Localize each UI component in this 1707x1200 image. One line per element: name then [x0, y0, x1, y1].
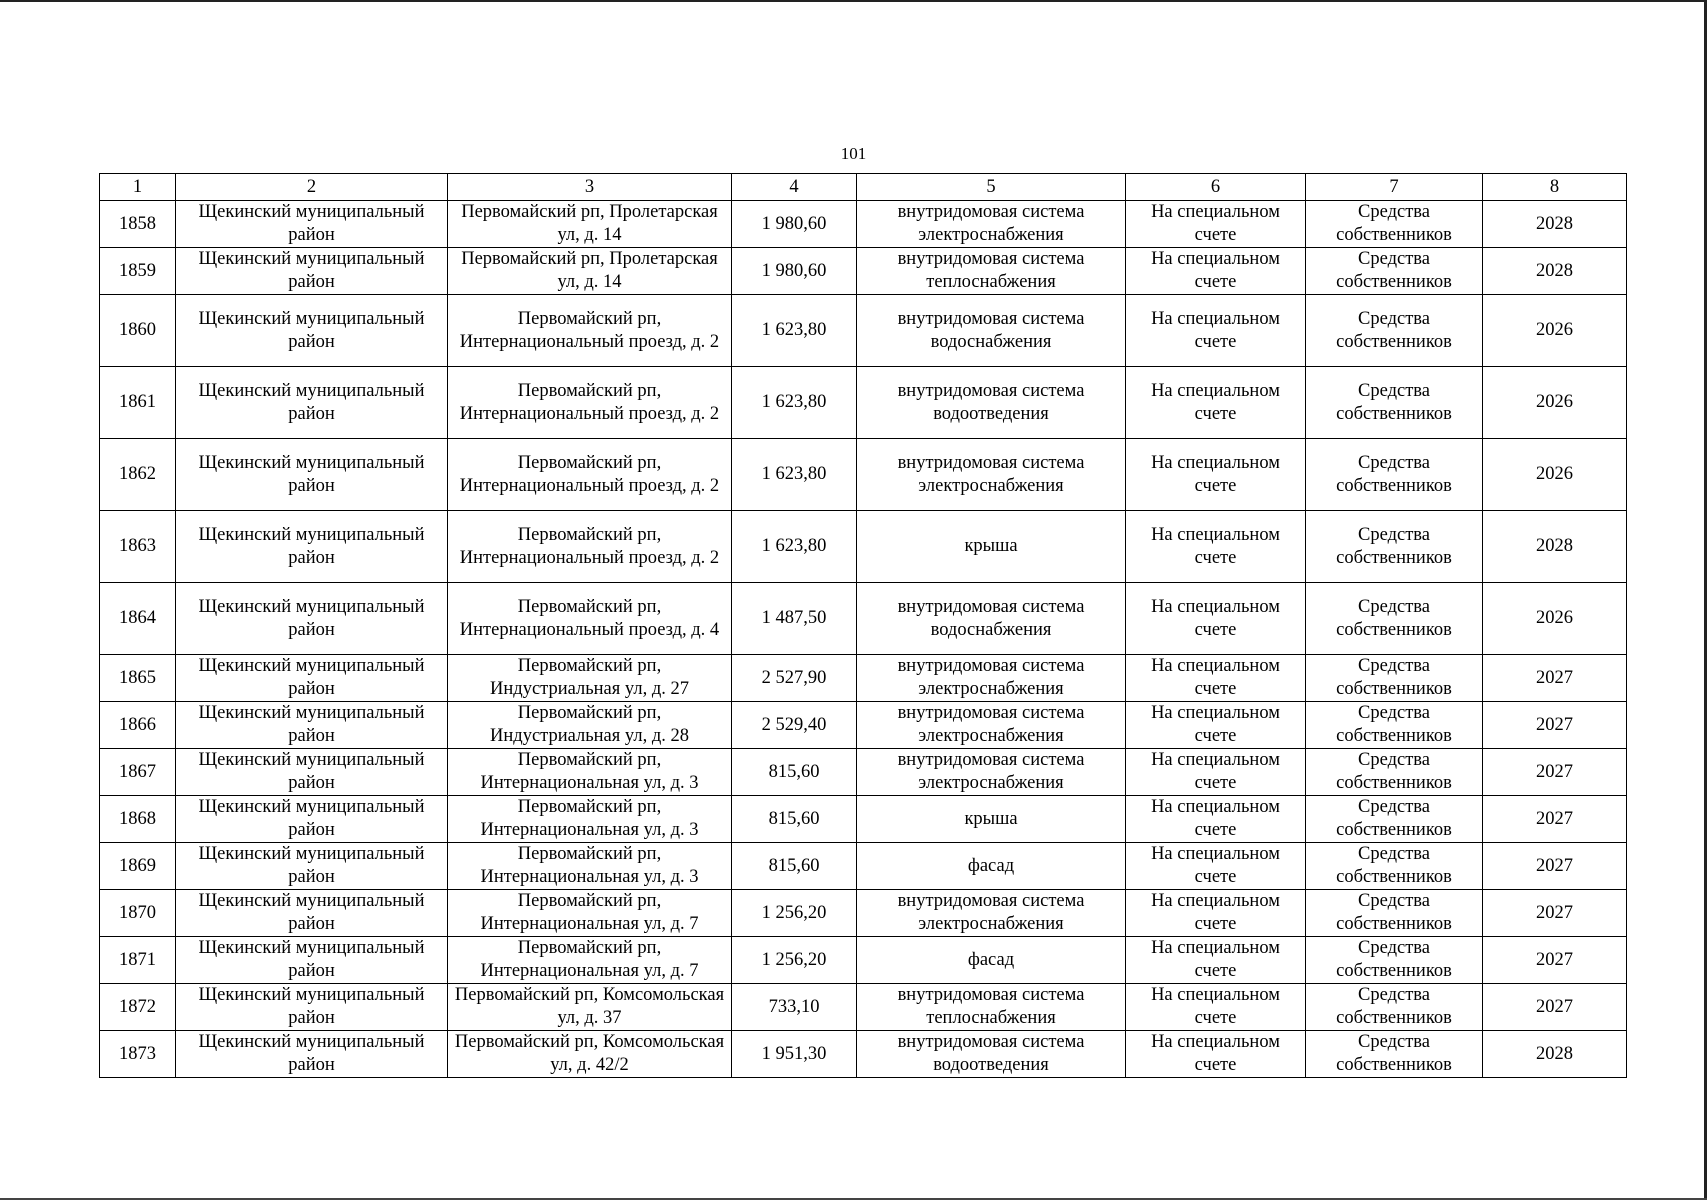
column-header: 5 — [857, 174, 1126, 201]
funding-source-cell: Средства собственников — [1306, 439, 1483, 511]
funding-source-cell: Средства собственников — [1306, 890, 1483, 937]
work-type-cell: внутридомовая система электроснабжения — [857, 655, 1126, 702]
funding-source-cell: Средства собственников — [1306, 201, 1483, 248]
district-cell: Щекинский муниципальный район — [176, 1031, 448, 1078]
district-cell: Щекинский муниципальный район — [176, 248, 448, 295]
fund-account-cell: На специальном счете — [1126, 1031, 1306, 1078]
year-cell: 2026 — [1483, 439, 1627, 511]
row-number-cell: 1870 — [100, 890, 176, 937]
address-cell: Первомайский рп, Интернациональный проезд, д. 2 — [448, 511, 732, 583]
fund-account-cell: На специальном счете — [1126, 511, 1306, 583]
area-cell: 815,60 — [732, 843, 857, 890]
table-row — [100, 843, 1627, 890]
year-cell: 2028 — [1483, 1031, 1627, 1078]
work-type-cell: внутридомовая система водоснабжения — [857, 295, 1126, 367]
row-number-cell: 1865 — [100, 655, 176, 702]
work-type-cell: фасад — [857, 937, 1126, 984]
work-type-cell: крыша — [857, 796, 1126, 843]
fund-account-cell: На специальном счете — [1126, 201, 1306, 248]
address-cell: Первомайский рп, Интернациональный проезд, д. 2 — [448, 439, 732, 511]
work-type-cell: внутридомовая система электроснабжения — [857, 439, 1126, 511]
table-body — [100, 174, 1627, 1078]
funding-source-cell: Средства собственников — [1306, 511, 1483, 583]
table-row — [100, 655, 1627, 702]
table-row — [100, 1031, 1627, 1078]
row-number-cell: 1871 — [100, 937, 176, 984]
year-cell: 2026 — [1483, 367, 1627, 439]
district-cell: Щекинский муниципальный район — [176, 890, 448, 937]
row-number-cell: 1866 — [100, 702, 176, 749]
column-header: 1 — [100, 174, 176, 201]
table-row — [100, 367, 1627, 439]
district-cell: Щекинский муниципальный район — [176, 937, 448, 984]
funding-source-cell: Средства собственников — [1306, 583, 1483, 655]
district-cell: Щекинский муниципальный район — [176, 702, 448, 749]
row-number-cell: 1858 — [100, 201, 176, 248]
district-cell: Щекинский муниципальный район — [176, 749, 448, 796]
district-cell: Щекинский муниципальный район — [176, 511, 448, 583]
table-row — [100, 937, 1627, 984]
funding-source-cell: Средства собственников — [1306, 702, 1483, 749]
funding-source-cell: Средства собственников — [1306, 843, 1483, 890]
year-cell: 2026 — [1483, 583, 1627, 655]
area-cell: 1 980,60 — [732, 248, 857, 295]
year-cell: 2027 — [1483, 984, 1627, 1031]
work-type-cell: внутридомовая система электроснабжения — [857, 890, 1126, 937]
fund-account-cell: На специальном счете — [1126, 295, 1306, 367]
address-cell: Первомайский рп, Комсомольская ул, д. 42/2 — [448, 1031, 732, 1078]
district-cell: Щекинский муниципальный район — [176, 843, 448, 890]
funding-source-cell: Средства собственников — [1306, 295, 1483, 367]
row-number-cell: 1862 — [100, 439, 176, 511]
work-type-cell: внутридомовая система водоотведения — [857, 1031, 1126, 1078]
column-header: 2 — [176, 174, 448, 201]
fund-account-cell: На специальном счете — [1126, 796, 1306, 843]
funding-source-cell: Средства собственников — [1306, 984, 1483, 1031]
area-cell: 1 623,80 — [732, 511, 857, 583]
year-cell: 2028 — [1483, 248, 1627, 295]
fund-account-cell: На специальном счете — [1126, 984, 1306, 1031]
year-cell: 2027 — [1483, 749, 1627, 796]
district-cell: Щекинский муниципальный район — [176, 295, 448, 367]
address-cell: Первомайский рп, Интернациональная ул, д. 3 — [448, 843, 732, 890]
area-cell: 1 623,80 — [732, 295, 857, 367]
year-cell: 2027 — [1483, 655, 1627, 702]
column-header: 3 — [448, 174, 732, 201]
column-number-header-row — [100, 174, 1627, 201]
district-cell: Щекинский муниципальный район — [176, 439, 448, 511]
district-cell: Щекинский муниципальный район — [176, 583, 448, 655]
address-cell: Первомайский рп, Интернациональная ул, д. 7 — [448, 937, 732, 984]
address-cell: Первомайский рп, Индустриальная ул, д. 27 — [448, 655, 732, 702]
address-cell: Первомайский рп, Пролетарская ул, д. 14 — [448, 201, 732, 248]
page-border-top — [0, 0, 1707, 2]
area-cell: 2 527,90 — [732, 655, 857, 702]
address-cell: Первомайский рп, Комсомольская ул, д. 37 — [448, 984, 732, 1031]
area-cell: 1 623,80 — [732, 367, 857, 439]
row-number-cell: 1869 — [100, 843, 176, 890]
area-cell: 733,10 — [732, 984, 857, 1031]
work-type-cell: внутридомовая система теплоснабжения — [857, 248, 1126, 295]
district-cell: Щекинский муниципальный район — [176, 201, 448, 248]
funding-source-cell: Средства собственников — [1306, 1031, 1483, 1078]
work-type-cell: крыша — [857, 511, 1126, 583]
address-cell: Первомайский рп, Интернациональная ул, д. 7 — [448, 890, 732, 937]
row-number-cell: 1859 — [100, 248, 176, 295]
area-cell: 1 256,20 — [732, 890, 857, 937]
address-cell: Первомайский рп, Интернациональный проезд, д. 2 — [448, 295, 732, 367]
table-row — [100, 984, 1627, 1031]
area-cell: 1 980,60 — [732, 201, 857, 248]
fund-account-cell: На специальном счете — [1126, 655, 1306, 702]
work-type-cell: фасад — [857, 843, 1126, 890]
work-type-cell: внутридомовая система электроснабжения — [857, 702, 1126, 749]
area-cell: 1 487,50 — [732, 583, 857, 655]
year-cell: 2027 — [1483, 702, 1627, 749]
funding-source-cell: Средства собственников — [1306, 937, 1483, 984]
year-cell: 2027 — [1483, 937, 1627, 984]
page-number: 101 — [840, 144, 867, 163]
fund-account-cell: На специальном счете — [1126, 890, 1306, 937]
year-cell: 2027 — [1483, 843, 1627, 890]
area-cell: 2 529,40 — [732, 702, 857, 749]
column-header: 6 — [1126, 174, 1306, 201]
column-header: 7 — [1306, 174, 1483, 201]
table-row — [100, 796, 1627, 843]
row-number-cell: 1861 — [100, 367, 176, 439]
work-type-cell: внутридомовая система водоотведения — [857, 367, 1126, 439]
table-row — [100, 439, 1627, 511]
work-type-cell: внутридомовая система электроснабжения — [857, 749, 1126, 796]
row-number-cell: 1872 — [100, 984, 176, 1031]
column-header: 8 — [1483, 174, 1627, 201]
area-cell: 1 256,20 — [732, 937, 857, 984]
column-header: 4 — [732, 174, 857, 201]
work-type-cell: внутридомовая система водоснабжения — [857, 583, 1126, 655]
row-number-cell: 1864 — [100, 583, 176, 655]
row-number-cell: 1860 — [100, 295, 176, 367]
table-row — [100, 583, 1627, 655]
fund-account-cell: На специальном счете — [1126, 248, 1306, 295]
fund-account-cell: На специальном счете — [1126, 937, 1306, 984]
address-cell: Первомайский рп, Интернациональная ул, д. 3 — [448, 749, 732, 796]
area-cell: 1 951,30 — [732, 1031, 857, 1078]
district-cell: Щекинский муниципальный район — [176, 367, 448, 439]
funding-source-cell: Средства собственников — [1306, 248, 1483, 295]
table-row — [100, 890, 1627, 937]
address-cell: Первомайский рп, Интернациональный проезд, д. 2 — [448, 367, 732, 439]
table-row — [100, 201, 1627, 248]
funding-source-cell: Средства собственников — [1306, 796, 1483, 843]
district-cell: Щекинский муниципальный район — [176, 655, 448, 702]
table-row — [100, 749, 1627, 796]
capital-repair-table — [99, 173, 1627, 1078]
funding-source-cell: Средства собственников — [1306, 367, 1483, 439]
address-cell: Первомайский рп, Интернациональный проезд, д. 4 — [448, 583, 732, 655]
address-cell: Первомайский рп, Индустриальная ул, д. 28 — [448, 702, 732, 749]
fund-account-cell: На специальном счете — [1126, 583, 1306, 655]
funding-source-cell: Средства собственников — [1306, 655, 1483, 702]
fund-account-cell: На специальном счете — [1126, 843, 1306, 890]
area-cell: 815,60 — [732, 796, 857, 843]
work-type-cell: внутридомовая система теплоснабжения — [857, 984, 1126, 1031]
year-cell: 2028 — [1483, 201, 1627, 248]
row-number-cell: 1863 — [100, 511, 176, 583]
year-cell: 2028 — [1483, 511, 1627, 583]
fund-account-cell: На специальном счете — [1126, 439, 1306, 511]
work-type-cell: внутридомовая система электроснабжения — [857, 201, 1126, 248]
table-row — [100, 702, 1627, 749]
address-cell: Первомайский рп, Пролетарская ул, д. 14 — [448, 248, 732, 295]
area-cell: 1 623,80 — [732, 439, 857, 511]
row-number-cell: 1867 — [100, 749, 176, 796]
year-cell: 2026 — [1483, 295, 1627, 367]
fund-account-cell: На специальном счете — [1126, 367, 1306, 439]
fund-account-cell: На специальном счете — [1126, 702, 1306, 749]
address-cell: Первомайский рп, Интернациональная ул, д. 3 — [448, 796, 732, 843]
table-row — [100, 248, 1627, 295]
fund-account-cell: На специальном счете — [1126, 749, 1306, 796]
funding-source-cell: Средства собственников — [1306, 749, 1483, 796]
row-number-cell: 1868 — [100, 796, 176, 843]
table-row — [100, 295, 1627, 367]
district-cell: Щекинский муниципальный район — [176, 984, 448, 1031]
year-cell: 2027 — [1483, 796, 1627, 843]
table-row — [100, 511, 1627, 583]
district-cell: Щекинский муниципальный район — [176, 796, 448, 843]
row-number-cell: 1873 — [100, 1031, 176, 1078]
area-cell: 815,60 — [732, 749, 857, 796]
year-cell: 2027 — [1483, 890, 1627, 937]
